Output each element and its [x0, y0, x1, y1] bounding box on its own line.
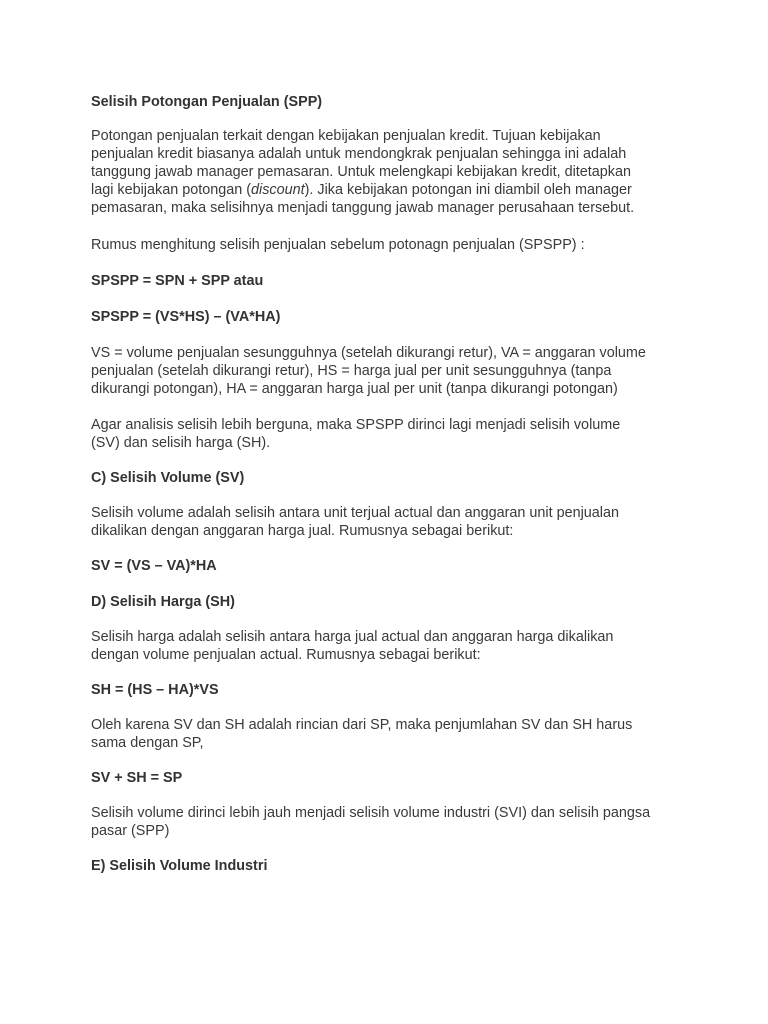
formula-spspp-2: SPSPP = (VS*HS) – (VA*HA): [91, 309, 281, 325]
discount-term: discount: [251, 182, 305, 198]
formula-spspp-1: SPSPP = SPN + SPP atau: [91, 273, 264, 289]
document-page: [91, 93, 691, 875]
paragraph-industri: Selisih volume dirinci lebih jauh menjadi selisih volume industri (SVI) dan selisih pangsa pasar (SPP): [91, 805, 651, 839]
paragraph-analysis: Agar analisis selisih lebih berguna, maka SPSPP dirinci lagi menjadi selisih volume (SV) dan selisih harga (SH).: [91, 417, 621, 451]
formula-sv: SV = (VS – VA)*HA: [91, 558, 217, 574]
paragraph-intro-part1: Potongan penjualan terkait dengan kebijakan penjualan kredit. Tujuan kebijakan penjualan kredit biasanya adalah untuk mendongkrak penjualan sehingga ini adalah tanggung jawab manager pemasaran. Untuk melengkapi kebijakan kredit, ditetapkan lagi kebijakan potongan (: [91, 128, 631, 198]
heading-selisih-volume-industri: E) Selisih Volume Industri: [91, 858, 268, 874]
paragraph-intro: [91, 127, 691, 217]
paragraph-harga: Selisih harga adalah selisih antara harga jual actual dan anggaran harga dikalikan dengan volume penjualan actual. Rumusnya sebagai berikut:: [91, 629, 614, 663]
heading-selisih-harga: D) Selisih Harga (SH): [91, 594, 235, 610]
formula-sh: SH = (HS – HA)*VS: [91, 682, 219, 698]
section-title: Selisih Potongan Penjualan (SPP): [91, 94, 323, 110]
formula-sv-sh-sp: SV + SH = SP: [91, 770, 183, 786]
paragraph-definitions: VS = volume penjualan sesungguhnya (setelah dikurangi retur), VA = anggaran volume penjualan (setelah dikurangi retur), HS = harga jual per unit sesungguhnya (tanpa dikurangi potongan), HA = anggaran harga jual per unit (tanpa dikurangi potongan): [91, 345, 646, 397]
paragraph-intro-part2: ). Jika kebijakan potongan ini diambil oleh manager pemasaran, maka selisihnya menjadi tanggung jawab manager perusahaan tersebut.: [91, 182, 635, 216]
paragraph-sum: Oleh karena SV dan SH adalah rincian dari SP, maka penjumlahan SV dan SH harus sama dengan SP,: [91, 717, 633, 751]
heading-selisih-volume: C) Selisih Volume (SV): [91, 470, 245, 486]
paragraph-volume: Selisih volume adalah selisih antara unit terjual actual dan anggaran unit penjualan dikalikan dengan anggaran harga jual. Rumusnya sebagai berikut:: [91, 505, 620, 539]
paragraph-formula-intro: Rumus menghitung selisih penjualan sebelum potonagn penjualan (SPSPP) :: [91, 237, 585, 253]
